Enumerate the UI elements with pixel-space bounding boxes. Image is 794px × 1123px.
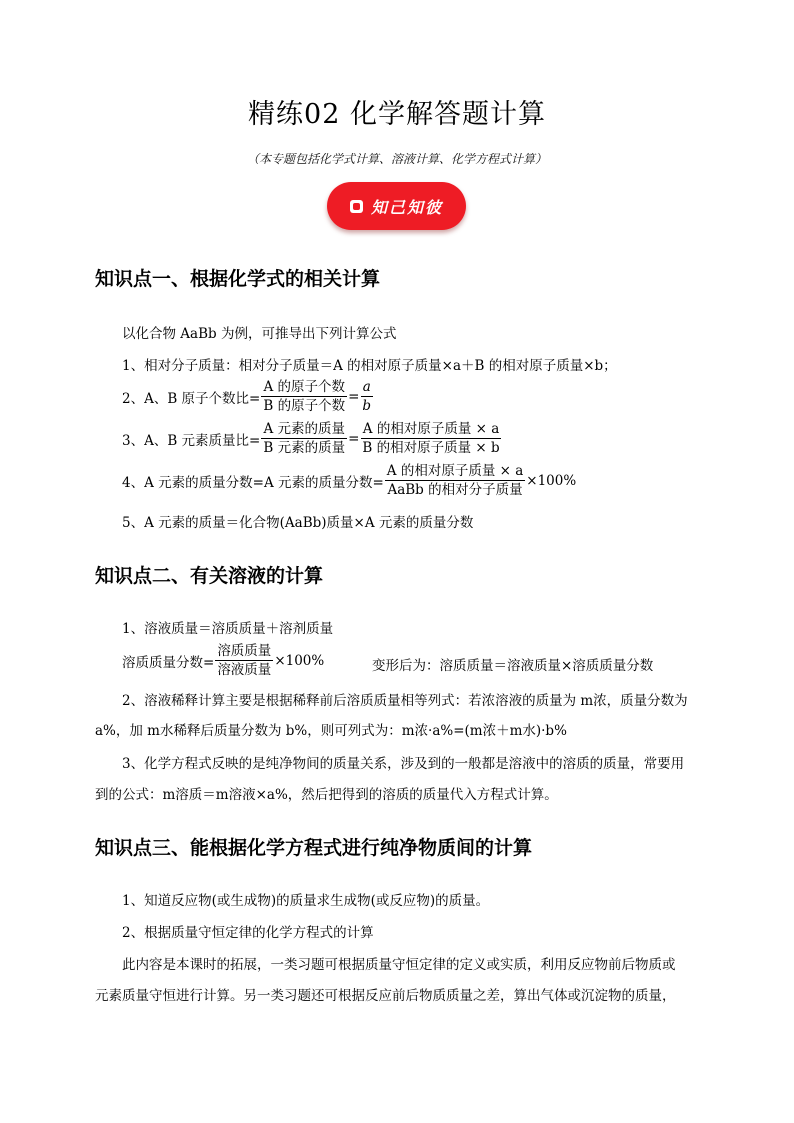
item4-fraction xyxy=(385,463,525,498)
item3-eq: = xyxy=(348,430,360,447)
page-subtitle: （本专题包括化学式计算、溶液计算、化学方程式计算） xyxy=(246,152,547,166)
item3-prefix: 3、A、B 元素质量比= xyxy=(122,432,261,449)
item2-eq: = xyxy=(348,388,360,405)
formula-num: 溶质质量 xyxy=(217,643,272,659)
item4-prefix: 4、A 元素的质量分数=A 元素的质量分数= xyxy=(122,474,384,491)
formula-suffix: ×100% xyxy=(274,652,325,669)
section3-item1: 1、知道反应物(或生成物)的质量求生成物(或反应物)的质量。 xyxy=(122,893,490,909)
section1-item5: 5、A 元素的质量＝化合物(AaBb)质量×A 元素的质量分数 xyxy=(122,515,474,531)
section2-item1: 1、溶液质量＝溶质质量＋溶剂质量 xyxy=(122,621,334,637)
section2-item2-line1: 2、溶液稀释计算主要是根据稀释前后溶质质量相等列式：若浓溶液的质量为 m浓，质量分数为 xyxy=(122,693,688,709)
section1-item3 xyxy=(122,421,503,456)
item2-fraction1 xyxy=(261,379,347,414)
formula-prefix: 溶质质量分数= xyxy=(122,654,215,671)
section1-item2 xyxy=(122,379,374,414)
item2-fraction2 xyxy=(360,379,373,414)
section3-heading: 知识点三、能根据化学方程式进行纯净物质间的计算 xyxy=(95,837,533,859)
item2-num1: A 的原子个数 xyxy=(263,379,345,395)
section3-item2: 2、根据质量守恒定律的化学方程式的计算 xyxy=(122,925,374,941)
item3-num2: A 的相对原子质量 × a xyxy=(362,421,500,437)
item4-suffix: ×100% xyxy=(526,472,577,489)
section3-para-line1: 此内容是本课时的拓展，一类习题可根据质量守恒定律的定义或实质，利用反应物前后物质或 xyxy=(122,957,676,973)
item3-den1: B 元素的质量 xyxy=(263,440,346,456)
section1-intro: 以化合物 AaBb 为例，可推导出下列计算公式 xyxy=(122,326,397,342)
section2-item3-line2: 到的公式：m溶质＝m溶液×a%，然后把得到的溶质的质量代入方程式计算。 xyxy=(95,787,558,803)
item2-den1: B 的原子个数 xyxy=(263,398,346,414)
page-title: 精练02 化学解答题计算 xyxy=(248,99,546,130)
item4-den: AaBb 的相对分子质量 xyxy=(387,482,523,498)
section3-para-line2: 元素质量守恒进行计算。另一类习题还可根据反应前后物质质量之差，算出气体或沉淀物的质量， xyxy=(95,988,676,1004)
section2-heading: 知识点二、有关溶液的计算 xyxy=(95,565,324,587)
formula-transform: 变形后为：溶质质量＝溶液质量×溶质质量分数 xyxy=(372,658,654,674)
section1-item4 xyxy=(122,463,576,498)
formula-fraction xyxy=(215,643,273,678)
item3-num1: A 元素的质量 xyxy=(263,421,345,437)
item3-den2: B 的相对原子质量 × b xyxy=(362,440,500,456)
item4-num: A 的相对原子质量 × a xyxy=(386,463,524,479)
section1-heading: 知识点一、根据化学式的相关计算 xyxy=(95,268,381,290)
section1-item1: 1、相对分子质量：相对分子质量＝A 的相对原子质量×a＋B 的相对原子质量×b； xyxy=(122,358,617,374)
section2-item3-line1: 3、化学方程式反映的是纯净物间的质量关系，涉及到的一般都是溶液中的溶质的质量，常要用 xyxy=(122,756,685,772)
badge-square-icon xyxy=(350,200,363,213)
item2-den2: b xyxy=(362,398,372,414)
badge-label: 知己知彼 xyxy=(370,197,443,217)
knowledge-badge xyxy=(327,182,466,230)
item2-prefix: 2、A、B 原子个数比= xyxy=(122,390,261,407)
item3-fraction1 xyxy=(261,421,347,456)
section2-item2-line2: a%，加 m水稀释后质量分数为 b%，则可列式为：m浓·a%=(m浓＋m水)·b% xyxy=(95,723,567,739)
item3-fraction2 xyxy=(360,421,501,456)
item2-num2: a xyxy=(362,379,371,395)
formula-den: 溶液质量 xyxy=(217,662,272,678)
section2-formula xyxy=(122,643,324,678)
